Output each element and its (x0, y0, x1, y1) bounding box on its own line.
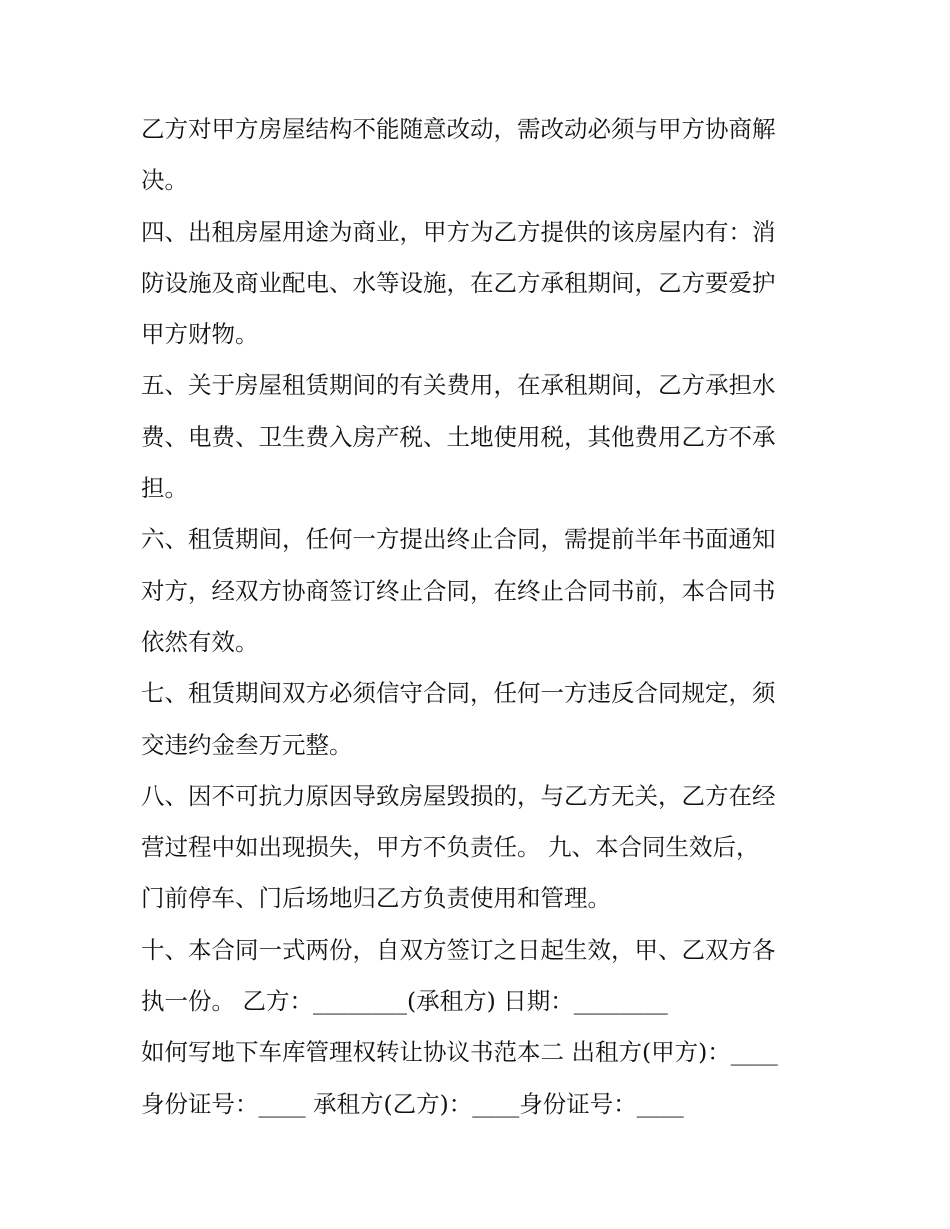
text-line: 费、电费、卫生费入房产税、土地使用税，其他费用乙方不承 (141, 422, 776, 451)
text-line: 门前停车、门后场地归乙方负责使用和管理。 (141, 884, 611, 913)
text-line: 依然有效。 (141, 627, 259, 656)
clause-7-line: 七、租赁期间双方必须信守合同，任何一方违反合同规定，须 (141, 679, 776, 708)
clause-10-line: 十、本合同一式两份，自双方签订之日起生效，甲、乙双方各 (141, 935, 776, 964)
clause-6-line: 六、租赁期间，任何一方提出终止合同，需提前半年书面通知 (141, 525, 776, 554)
id-number-line: 身份证号：____ 承租方(乙方)：____身份证号：____ (141, 1089, 684, 1118)
signature-line: 执一份。 乙方：________(承租方) 日期：________ (141, 987, 668, 1016)
contract-text (141, 104, 821, 1130)
sample-two-heading-line: 如何写地下车库管理权转让协议书范本二 出租方(甲方)：____ (141, 1038, 778, 1067)
text-line: 决。 (141, 166, 188, 195)
text-line: 防设施及商业配电、水等设施，在乙方承租期间，乙方要爱护 (141, 268, 776, 297)
text-line: 对方，经双方协商签订终止合同，在终止合同书前，本合同书 (141, 576, 776, 605)
text-line: 乙方对甲方房屋结构不能随意改动，需改动必须与甲方协商解 (141, 115, 776, 143)
text-line: 甲方财物。 (141, 320, 259, 349)
text-line: 担。 (141, 474, 188, 503)
text-line: 营过程中如出现损失，甲方不负责任。 九、本合同生效后， (141, 833, 760, 862)
clause-8-line: 八、因不可抗力原因导致房屋毁损的，与乙方无关，乙方在经 (141, 781, 776, 810)
clause-5-line: 五、关于房屋租赁期间的有关费用，在承租期间，乙方承担水 (141, 371, 776, 400)
clause-4-line: 四、出租房屋用途为商业，甲方为乙方提供的该房屋内有：消 (141, 217, 776, 246)
text-line: 交违约金叁万元整。 (141, 730, 353, 759)
